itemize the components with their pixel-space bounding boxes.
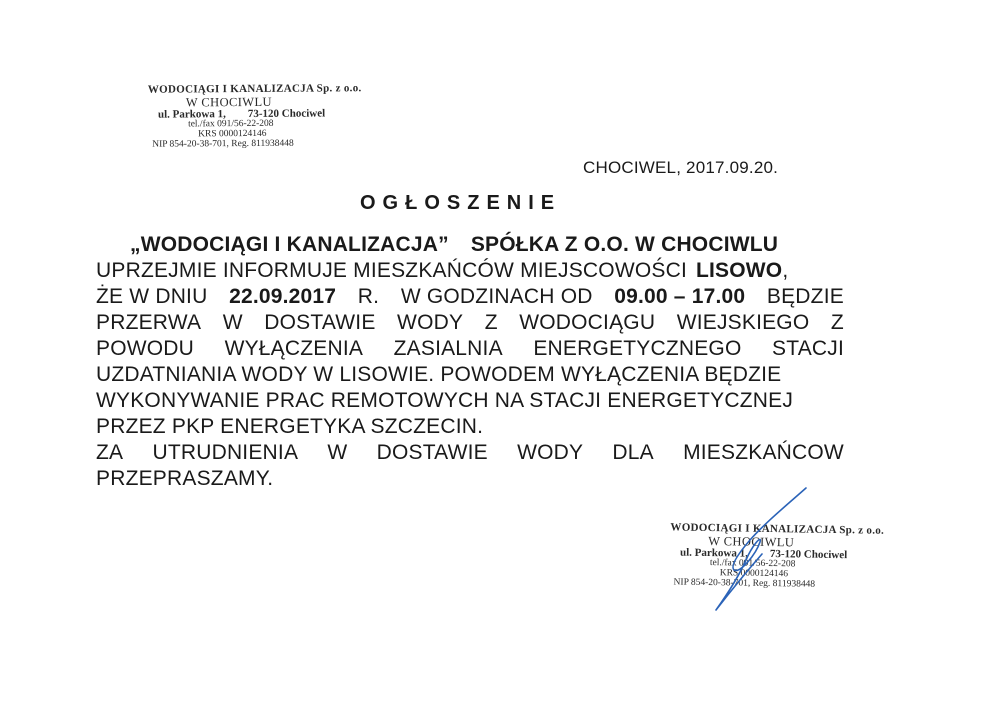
body-line-1: [96, 232, 844, 258]
stamp-krs: KRS 0000124146: [198, 129, 267, 140]
locality-name: LISOWO: [695, 259, 783, 282]
stamp-postal: 73-120 Chociwel: [247, 107, 326, 120]
body-word: DLA: [612, 441, 654, 464]
stamp-nip: NIP 854-20-38-701, Reg. 811938448: [152, 138, 294, 150]
body-text-segment: ŻE W DNIU: [96, 285, 208, 308]
body-word: ZASIALNIA: [393, 337, 503, 360]
stamp-street: ul. Parkowa 1,: [157, 107, 226, 121]
body-word: WODOCIĄGU: [519, 311, 656, 334]
body-word: ENERGETYCZNEGO: [533, 337, 742, 360]
company-legal-name: SPÓŁKA Z O.O. W CHOCIWLU: [470, 233, 779, 256]
body-text-segment: ,: [782, 259, 789, 282]
body-line-8: [96, 414, 844, 440]
body-word: WIEJSKIEGO: [676, 311, 810, 334]
body-word: W: [327, 441, 348, 464]
stamp-nip: NIP 854-20-38-701, Reg. 811938448: [673, 577, 816, 590]
body-text-segment: UPRZEJMIE INFORMUJE MIESZKAŃCÓW MIEJSCOWOŚCI: [96, 259, 687, 282]
body-word: PRZERWA: [96, 311, 202, 334]
body-word: DOSTAWIE: [264, 311, 376, 334]
stamp-street: ul. Parkowa 1,: [679, 546, 748, 560]
body-line-6: [96, 362, 844, 388]
stamp-phone: tel./fax 091/56-22-208: [188, 119, 274, 130]
body-word: W: [222, 311, 243, 334]
company-name: „WODOCIĄGI I KANALIZACJA”: [130, 233, 449, 256]
body-line-9: [96, 440, 844, 466]
body-line-4: [96, 310, 844, 336]
body-text-segment: PRZEZ PKP ENERGETYKA SZCZECIN.: [96, 415, 484, 438]
body-word: DOSTAWIE: [376, 441, 488, 464]
body-text-segment: BĘDZIE: [766, 285, 844, 308]
stamp-city: W CHOCIWLU: [708, 533, 795, 549]
body-word: Z: [830, 311, 844, 334]
stamp-company-name: WODOCIĄGI I KANALIZACJA Sp. z o.o.: [147, 82, 362, 96]
stamp-krs: KRS 0000124146: [719, 568, 789, 580]
body-word: WYŁĄCZENIA: [224, 337, 364, 360]
body-word: Z: [484, 311, 498, 334]
handwritten-signature: [700, 484, 820, 614]
closing-apology: PRZEPRASZAMY.: [96, 467, 274, 490]
body-text-segment: UZDATNIANIA WODY W LISOWIE. POWODEM WYŁĄCZENIA BĘDZIE: [96, 363, 782, 386]
outage-date: 22.09.2017: [229, 285, 337, 308]
outage-hours: 09.00 – 17.00: [614, 285, 746, 308]
body-word: UTRUDNIENIA: [152, 441, 299, 464]
body-text-segment: WYKONYWANIE PRAC REMOTOWYCH NA STACJI ENERGETYCZNEJ: [96, 389, 794, 412]
body-line-2: [96, 258, 844, 284]
body-text-segment: W GODZINACH OD: [400, 285, 593, 308]
stamp-city: W CHOCIWLU: [185, 94, 273, 109]
stamp-company-name: WODOCIĄGI I KANALIZACJA Sp. z o.o.: [670, 521, 885, 537]
body-word: STACJI: [772, 337, 844, 360]
announcement-title: OGŁOSZENIE: [360, 192, 562, 214]
body-word: MIESZKAŃCOW: [683, 441, 844, 464]
signature-stroke: [716, 488, 806, 610]
stamp-postal: 73-120 Chociwel: [769, 547, 848, 561]
announcement-body: [96, 232, 844, 492]
company-stamp-top: [147, 82, 362, 151]
body-word: WODY: [517, 441, 584, 464]
body-word: WODY: [397, 311, 464, 334]
body-line-3: [96, 284, 844, 310]
document-date: CHOCIWEL, 2017.09.20.: [583, 158, 779, 177]
stamp-phone: tel./fax 091/56-22-208: [709, 558, 796, 570]
body-line-7: [96, 388, 844, 414]
body-word: POWODU: [96, 337, 195, 360]
body-line-5: [96, 336, 844, 362]
body-text-segment: R.: [357, 285, 380, 308]
body-word: ZA: [96, 441, 124, 464]
